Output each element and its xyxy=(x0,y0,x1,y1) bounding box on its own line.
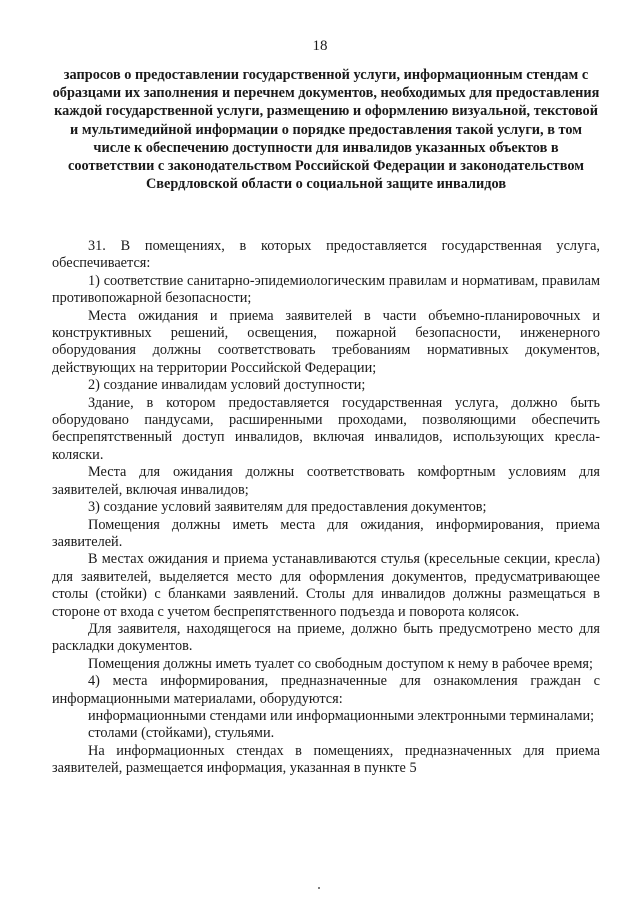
paragraph: Места для ожидания должны соответствовать комфортным условиям для заявителей, включая инвалидов; xyxy=(52,464,600,498)
paragraph: В местах ожидания и приема устанавливаются стулья (кресельные секции, кресла) для заявителей, выделяется место для оформления документов, предусматривающее столы (стойки) с бланками заявлений. Столы для инвалидов должны размещаться в стороне от входа с учетом беспрепятственного подъезда и поворота колясок. xyxy=(52,551,600,620)
paragraph: Помещения должны иметь места для ожидания, информирования, приема заявителей. xyxy=(52,516,600,550)
paragraph: столами (стойками), стульями. xyxy=(88,725,275,742)
document-body xyxy=(52,238,600,778)
page-number: 18 xyxy=(312,38,328,54)
paragraph: информационными стендами или информационными электронными терминалами; xyxy=(88,707,595,724)
paragraph: На информационных стендах в помещениях, предназначенных для приема заявителей, размещается информация, указанная в пункте 5 xyxy=(52,742,600,777)
paragraph: 4) места информирования, предназначенные для ознакомления граждан с информационными материалами, оборудуются: xyxy=(52,673,600,707)
section-heading: запросов о предоставлении государственной услуги, информационным стендам с образцами их заполнения и перечнем документов, необходимых для предоставления каждой государственной услуги, размещению и оформлению визуальной, текстовой и мультимедийной информации о порядке предоставления такой услуги, в том числе к обеспечению доступности для инвалидов указанных объектов в соответствии с законодательством Российской Федерации и законодательством Свердловской области о социальной защите инвалидов xyxy=(52,67,600,193)
paragraph: 2) создание инвалидам условий доступности; xyxy=(88,377,366,394)
paragraph: Здание, в котором предоставляется государственная услуга, должно быть оборудовано пандусами, расширенными проходами, позволяющими обеспечить беспрепятственный доступ инвалидов, включая инвалидов, использующих кресла-коляски. xyxy=(52,394,600,463)
paragraph: 31. В помещениях, в которых предоставляется государственная услуга, обеспечивается: xyxy=(52,238,600,272)
paragraph: Места ожидания и приема заявителей в части объемно-планировочных и конструктивных решений, освещения, пожарной безопасности, инженерного оборудования должны соответствовать требованиям нормативных документов, действующих на территории Российской Федерации; xyxy=(52,307,600,376)
paragraph: Для заявителя, находящегося на приеме, должно быть предусмотрено место для раскладки документов. xyxy=(52,620,600,655)
paragraph: Помещения должны иметь туалет со свободным доступом к нему в рабочее время; xyxy=(88,655,593,672)
paragraph: 1) соответствие санитарно-эпидемиологическим правилам и нормативам, правилам противопожарной безопасности; xyxy=(52,272,600,307)
scan-speck xyxy=(318,887,320,889)
paragraph: 3) создание условий заявителям для предоставления документов; xyxy=(88,499,487,516)
